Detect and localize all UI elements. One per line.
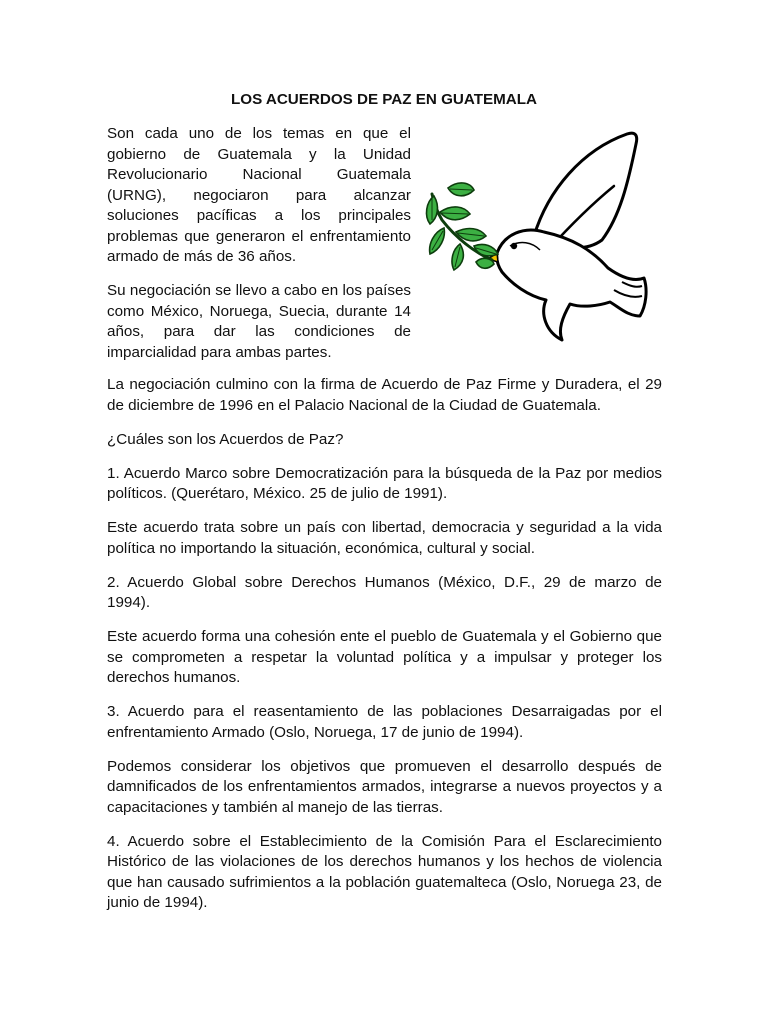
paragraph-firma-acuerdo: La negociación culmino con la firma de Acuerdo de Paz Firme y Duradera, el 29 de diciembre de 1996 en el Palacio Nacional de la Ciudad de Guatemala. xyxy=(107,376,662,414)
peace-dove-icon xyxy=(422,128,667,346)
paragraph-acuerdo-2-desc: Este acuerdo forma una cohesión ente el pueblo de Guatemala y el Gobierno que se comprometen a respetar la voluntad política y a impulsar y proteger los derechos humanos. xyxy=(107,628,662,686)
paragraph-acuerdo-4: 4. Acuerdo sobre el Establecimiento de la Comisión Para el Esclarecimiento Histórico de las violaciones de los derechos humanos y los hechos de violencia que han causado sufrimientos a la población guatemalteca (Oslo, Noruega 23, de junio de 1994). xyxy=(107,832,662,911)
intro-section xyxy=(107,124,411,377)
paragraph-pregunta: ¿Cuáles son los Acuerdos de Paz? xyxy=(107,430,344,448)
intro-paragraph-1: Son cada uno de los temas en que el gobierno de Guatemala y la Unidad Revolucionario Nacional Guatemala (URNG), negociaron para alcanzar soluciones pacíficas a los principales problemas que generaron el enfrentamiento armado de más de 36 años. xyxy=(107,125,411,265)
intro-paragraph-2: Su negociación se llevo a cabo en los países como México, Noruega, Suecia, durante 14 años, para dar las condiciones de imparcialidad para ambas partes. xyxy=(107,282,411,361)
paragraph-acuerdo-2: 2. Acuerdo Global sobre Derechos Humanos (México, D.F., 29 de marzo de 1994). xyxy=(107,573,662,611)
main-section xyxy=(107,375,662,927)
paragraph-acuerdo-1: 1. Acuerdo Marco sobre Democratización para la búsqueda de la Paz por medios políticos. (Querétaro, México. 25 de julio de 1991). xyxy=(107,464,662,502)
paragraph-acuerdo-1-desc: Este acuerdo trata sobre un país con libertad, democracia y seguridad a la vida política no importando la situación, económica, cultural y social. xyxy=(107,519,662,557)
paragraph-acuerdo-3-desc: Podemos considerar los objetivos que promueven el desarrollo después de damnificados de los enfrentamientos armados, integrarse a nuevos proyectos y a capacitaciones y también al manejo de las tierras. xyxy=(107,757,662,816)
paragraph-acuerdo-3: 3. Acuerdo para el reasentamiento de las poblaciones Desarraigadas por el enfrentamiento Armado (Oslo, Noruega, 17 de junio de 1994). xyxy=(107,703,662,741)
document-title: LOS ACUERDOS DE PAZ EN GUATEMALA xyxy=(230,91,537,108)
